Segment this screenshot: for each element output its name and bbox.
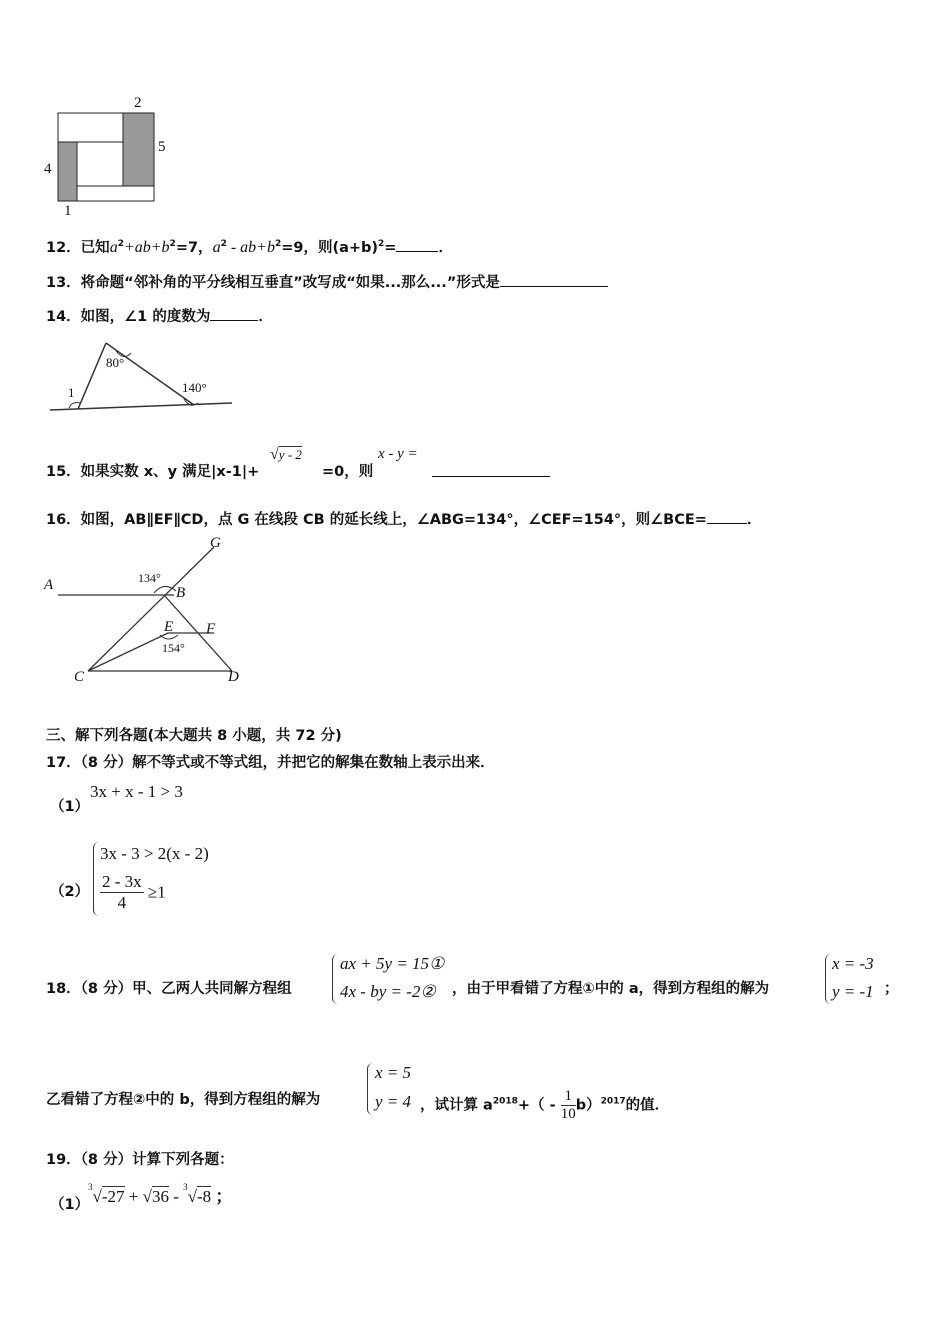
answer-blank[interactable] — [396, 237, 438, 252]
q18-sol1a: x = -3 — [832, 954, 874, 973]
q18-line2: 乙看错了方程②中的 b，得到方程组的解为 — [46, 1092, 321, 1108]
q17-part1-expr: 3x + x - 1 > 3 — [90, 782, 183, 801]
section-3-heading: 三、解下列各题(本大题共 8 小题，共 72 分) — [46, 728, 342, 744]
q18-calc: ，试计算 $a^{2018}+$（ - $\frac{1}{10}$ b）$^{2017}$的值． — [420, 1088, 670, 1122]
label-1: 1 — [64, 203, 72, 219]
q18-end1: ； — [884, 981, 899, 997]
figure-q14 — [46, 335, 236, 420]
label-2: 2 — [134, 95, 142, 111]
angle-140: 140° — [182, 380, 207, 395]
label-5: 5 — [158, 139, 166, 155]
brace — [825, 954, 832, 1004]
question-17: 17．（8 分）解不等式或不等式组，并把它的解集在数轴上表示出来． — [46, 755, 495, 771]
answer-blank[interactable] — [707, 509, 747, 524]
question-18: 18．（8 分）甲、乙两人共同解方程组 — [46, 981, 292, 997]
point-B: B — [176, 585, 186, 601]
label-4: 4 — [44, 161, 52, 177]
point-D: D — [228, 669, 239, 685]
expr-x-minus-y: x - y = — [378, 446, 418, 462]
q18-sol2a: x = 5 — [375, 1063, 412, 1082]
q18-sol2b: y = 4 — [375, 1092, 412, 1111]
q19-part1-label: （1） — [50, 1197, 90, 1213]
angle-154: 154° — [162, 641, 185, 655]
question-12: 12．已知$a^2+ab+b^2=7$，$a^2 - ab+b^2=9$，则$(a+b)^2=$ ． — [46, 239, 453, 256]
question-19: 19．（8 分）计算下列各题： — [46, 1152, 234, 1168]
triangle-diagram — [46, 335, 236, 420]
figure-q11 — [40, 95, 175, 219]
brace — [367, 1063, 374, 1115]
q18-eq1: ax + 5y = 15① — [340, 954, 445, 973]
point-G: G — [210, 535, 221, 551]
question-13: 13．将命题“邻补角的平分线相互垂直”改写成“如果...那么...”形式是 — [46, 271, 608, 292]
question-15-mid: =0，则 — [322, 464, 374, 480]
angle-80: 80° — [106, 355, 125, 370]
answer-blank[interactable] — [210, 306, 258, 321]
figure-q16 — [42, 535, 262, 690]
parallel-lines-diagram — [42, 535, 262, 690]
answer-blank-15[interactable] — [432, 476, 550, 477]
point-A: A — [44, 577, 54, 593]
question-16: 16．如图，AB∥EF∥CD，点 G 在线段 CB 的延长线上，∠ABG=134°，∠CEF=154°，则∠BCE= ． — [46, 508, 761, 529]
brace — [93, 842, 100, 916]
angle-1: 1 — [68, 385, 75, 400]
sqrt-expression: √y - 2 — [270, 446, 302, 463]
q19-part1-expr: $^3$√-27 + √36 - $^3$√-8 ； — [88, 1182, 233, 1206]
q18-sol1b: y = -1 — [832, 982, 874, 1001]
point-E: E — [164, 619, 174, 635]
q18-eq2: 4x - by = -2② — [340, 982, 436, 1001]
point-C: C — [74, 669, 85, 685]
question-14: 14．如图，∠1 的度数为 ． — [46, 305, 273, 326]
answer-blank[interactable] — [500, 272, 608, 287]
question-15: 15．如果实数 x、y 满足|x-1|+ — [46, 464, 260, 480]
q17-part1-label: （1） — [50, 799, 90, 815]
q17-part2-frac: $\frac{2 - 3x}{4}$ ≥1 — [102, 872, 166, 912]
q17-part2-label: （2） — [50, 884, 90, 900]
rectangle-diagram — [40, 95, 175, 215]
point-F: F — [206, 621, 216, 637]
q17-part2-line1: 3x - 3 > 2(x - 2) — [100, 844, 209, 863]
angle-134: 134° — [138, 571, 161, 585]
q18-mid: ，由于甲看错了方程①中的 a，得到方程组的解为 — [452, 981, 770, 997]
brace — [332, 954, 339, 1004]
